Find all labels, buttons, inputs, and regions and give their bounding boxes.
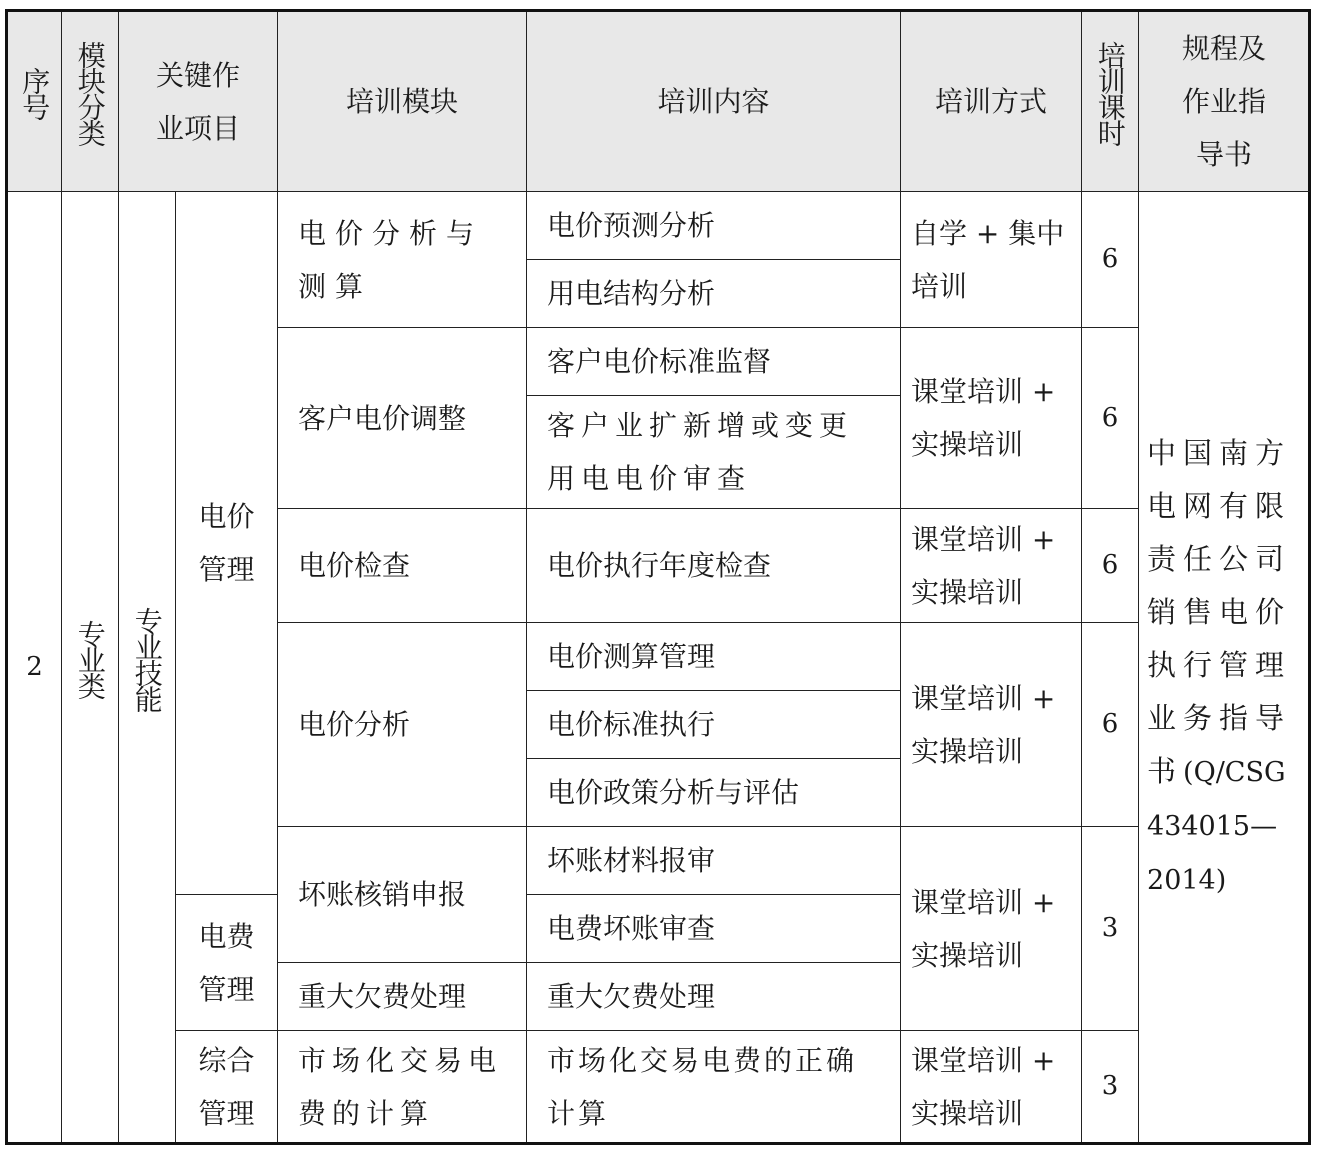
header-module: 培训模块 <box>278 11 527 192</box>
method-cell: 课堂培训 + 实操培训 <box>901 328 1082 509</box>
header-guide: 规程及作业指导书 <box>1139 11 1310 192</box>
content-cell: 电价政策分析与评估 <box>527 759 901 827</box>
module-bad-debt: 坏账核销申报 <box>278 827 527 963</box>
hours-cell: 6 <box>1082 509 1139 623</box>
header-content: 培训内容 <box>527 11 901 192</box>
content-cell: 市场化交易电费的正确计算 <box>527 1031 901 1144</box>
method-cell: 课堂培训 + 实操培训 <box>901 827 1082 1031</box>
module-price-check: 电价检查 <box>278 509 527 623</box>
training-table <box>5 9 1311 1145</box>
content-cell: 电价标准执行 <box>527 691 901 759</box>
content-cell: 电价执行年度检查 <box>527 509 901 623</box>
header-key-item: 关键作业项目 <box>119 11 278 192</box>
method-cell: 课堂培训 + 实操培训 <box>901 623 1082 827</box>
module-customer-price-adjust: 客户电价调整 <box>278 328 527 509</box>
content-cell: 客户电价标准监督 <box>527 328 901 396</box>
module-price-analysis-calc: 电价分析与测算 <box>278 192 527 328</box>
group-price-mgmt: 电价管理 <box>176 192 278 895</box>
header-category: 模块分类 <box>62 11 119 192</box>
seq-cell: 2 <box>7 192 62 1144</box>
content-cell: 客户业扩新增或变更用电电价审查 <box>527 396 901 509</box>
hours-cell: 3 <box>1082 827 1139 1031</box>
content-cell: 电价预测分析 <box>527 192 901 260</box>
content-cell: 重大欠费处理 <box>527 963 901 1031</box>
skill-cell: 专业技能 <box>119 192 176 1144</box>
method-cell: 自学 + 集中培训 <box>901 192 1082 328</box>
guide-cell: 中国南方电网有限责任公司销售电价执行管理业务指导书(Q/CSG 434015—2014) <box>1139 192 1310 1144</box>
header-row <box>7 11 1310 192</box>
header-seq: 序号 <box>7 11 62 192</box>
hours-cell: 6 <box>1082 192 1139 328</box>
header-hours: 培训课时 <box>1082 11 1139 192</box>
content-cell: 用电结构分析 <box>527 260 901 328</box>
method-cell: 课堂培训 + 实操培训 <box>901 509 1082 623</box>
content-cell: 坏账材料报审 <box>527 827 901 895</box>
category-cell: 专业类 <box>62 192 119 1144</box>
hours-cell: 6 <box>1082 623 1139 827</box>
hours-cell: 3 <box>1082 1031 1139 1144</box>
module-major-arrears: 重大欠费处理 <box>278 963 527 1031</box>
group-fee-mgmt: 电费管理 <box>176 895 278 1031</box>
hours-cell: 6 <box>1082 328 1139 509</box>
content-cell: 电费坏账审查 <box>527 895 901 963</box>
module-price-analysis: 电价分析 <box>278 623 527 827</box>
method-cell: 课堂培训 + 实操培训 <box>901 1031 1082 1144</box>
module-market-trade: 市场化交易电费的计算 <box>278 1031 527 1144</box>
header-method: 培训方式 <box>901 11 1082 192</box>
content-cell: 电价测算管理 <box>527 623 901 691</box>
group-comp-mgmt: 综合管理 <box>176 1031 278 1144</box>
